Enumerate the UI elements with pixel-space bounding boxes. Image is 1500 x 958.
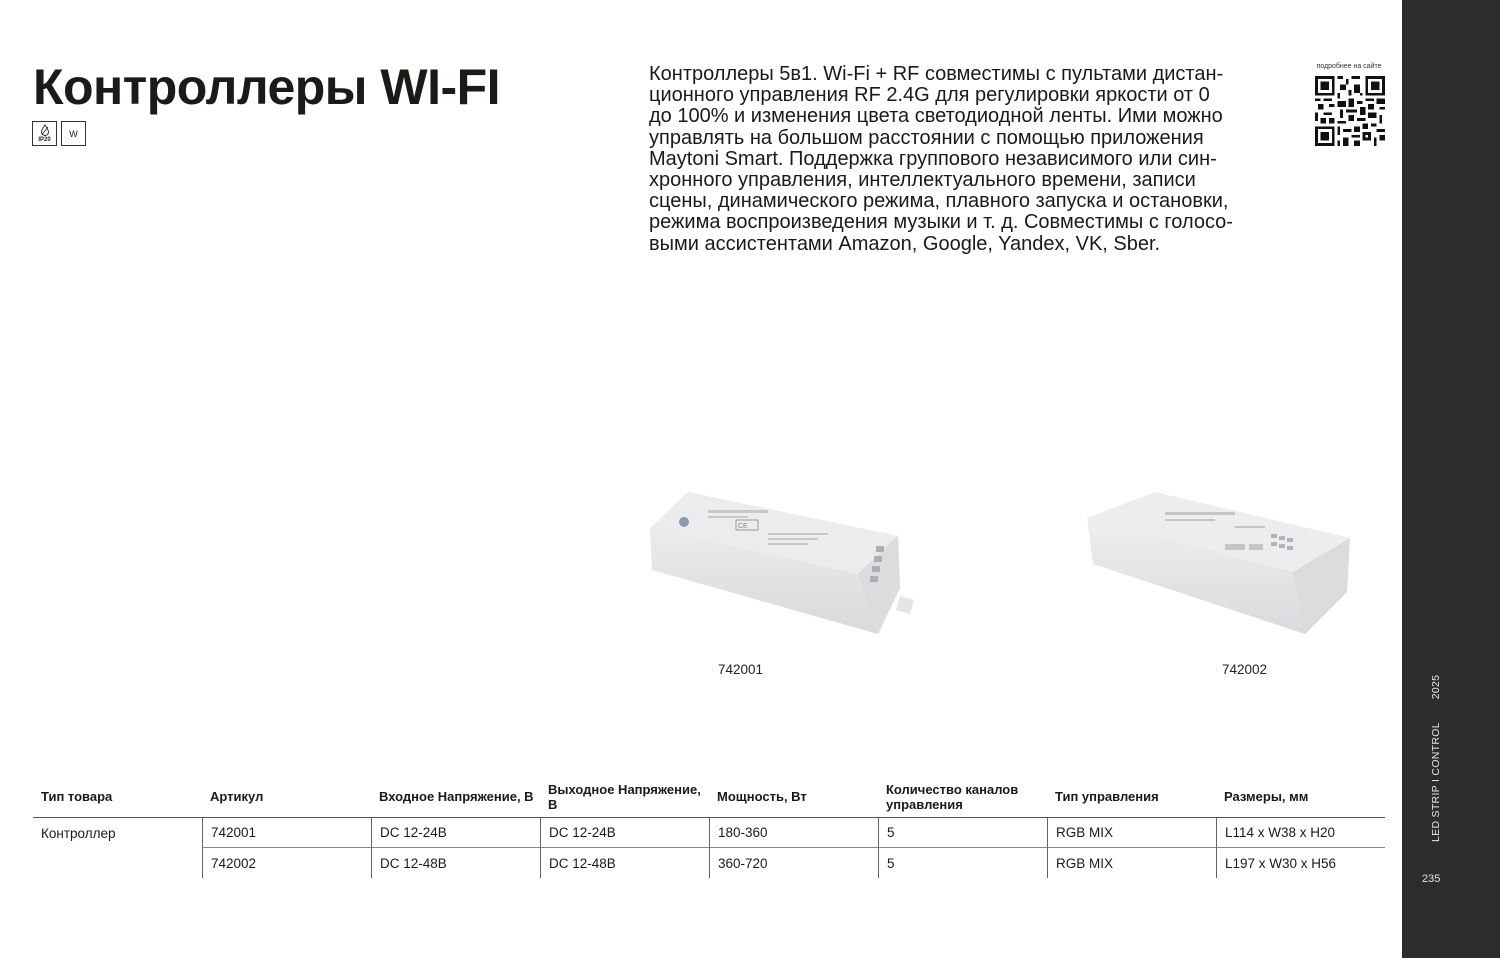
description-line: до 100% и изменения цвета светодиодной ленты. Ими можно [649,105,1223,128]
cell-product-type: Контроллер [41,825,116,841]
product-code-742001: 742001 [718,662,764,677]
droplet-icon [40,124,50,136]
cell-channels: 5 [878,848,1047,878]
spec-table [33,776,1385,878]
table-header-row [33,776,1385,818]
cell-output-voltage: DC 12-48В [540,848,709,878]
description-line: выми ассистентами Amazon, Google, Yandex, VK, Sber. [649,232,1161,255]
qr-code-icon[interactable] [1315,76,1385,146]
description-line: сцены, динамического режима, плавного запуска и остановки, [649,190,1229,213]
description-line: Maytoni Smart. Поддержка группового независимого или син- [649,147,1217,170]
cell-control-type: RGB MIX [1047,848,1216,878]
header-channels: Количество каналов управления [886,781,1019,812]
section-name: LED STRIP [1430,785,1442,842]
cell-input-voltage: DC 12-24В [371,818,540,848]
header-article: Артикул [210,789,264,804]
feature-badges [32,121,86,146]
product-image-742002 [1085,488,1355,638]
section-separator: I [1430,778,1442,782]
ip-rating-label: IP20 [38,137,51,143]
header-control-type: Тип управления [1055,789,1159,804]
description-line: хронного управления, интеллектуального времени, записи [649,169,1196,192]
description-line: управлять на большом расстоянии с помощью приложения [649,126,1204,149]
description-line: режима воспроизведения музыки и т. д. Совместимы с голосо- [649,211,1233,234]
cell-article: 742002 [202,848,371,878]
cell-channels: 5 [878,818,1047,848]
cell-article: 742001 [202,818,371,848]
table-row [33,848,1385,878]
cell-product-type [33,848,202,878]
ip-rating-badge [32,121,57,146]
catalog-year: 2025 [1430,674,1442,700]
header-power: Мощность, Вт [717,789,807,804]
header-output-voltage: Выходное Напряжение, В [548,781,701,812]
svg-text:CE: CE [738,523,748,530]
product-code-742002: 742002 [1222,662,1268,677]
description [649,64,1299,255]
cell-dimensions: L197 x W30 x H56 [1216,848,1385,878]
cell-dimensions: L114 x W38 x H20 [1216,818,1385,848]
cell-input-voltage: DC 12-48В [371,848,540,878]
header-input-voltage: Входное Напряжение, В [379,789,534,804]
subsection-name: CONTROL [1430,722,1442,776]
cell-output-voltage: DC 12-24В [540,818,709,848]
w-badge-label: W [69,128,78,139]
section-label [1430,675,1442,842]
cell-power: 180-360 [709,818,878,848]
sidebar [1402,0,1500,958]
controller-device-icon [648,488,918,638]
header-product-type: Тип товара [41,789,113,804]
description-line: ционного управления RF 2.4G для регулировки яркости от 0 [649,84,1210,107]
cell-power: 360-720 [709,848,878,878]
w-badge [61,121,86,146]
page-title: Контроллеры WI-FI [33,59,501,115]
controller-device-icon [1085,488,1355,638]
qr-caption: подробнее на сайте [1316,63,1382,70]
header-dimensions: Размеры, мм [1224,789,1309,804]
description-line: Контроллеры 5в1. Wi-Fi + RF совместимы с пультами дистан- [649,63,1224,85]
cell-control-type: RGB MIX [1047,818,1216,848]
page-number: 235 [1422,873,1441,885]
product-image-742001 [648,488,918,638]
table-row [33,818,1385,848]
